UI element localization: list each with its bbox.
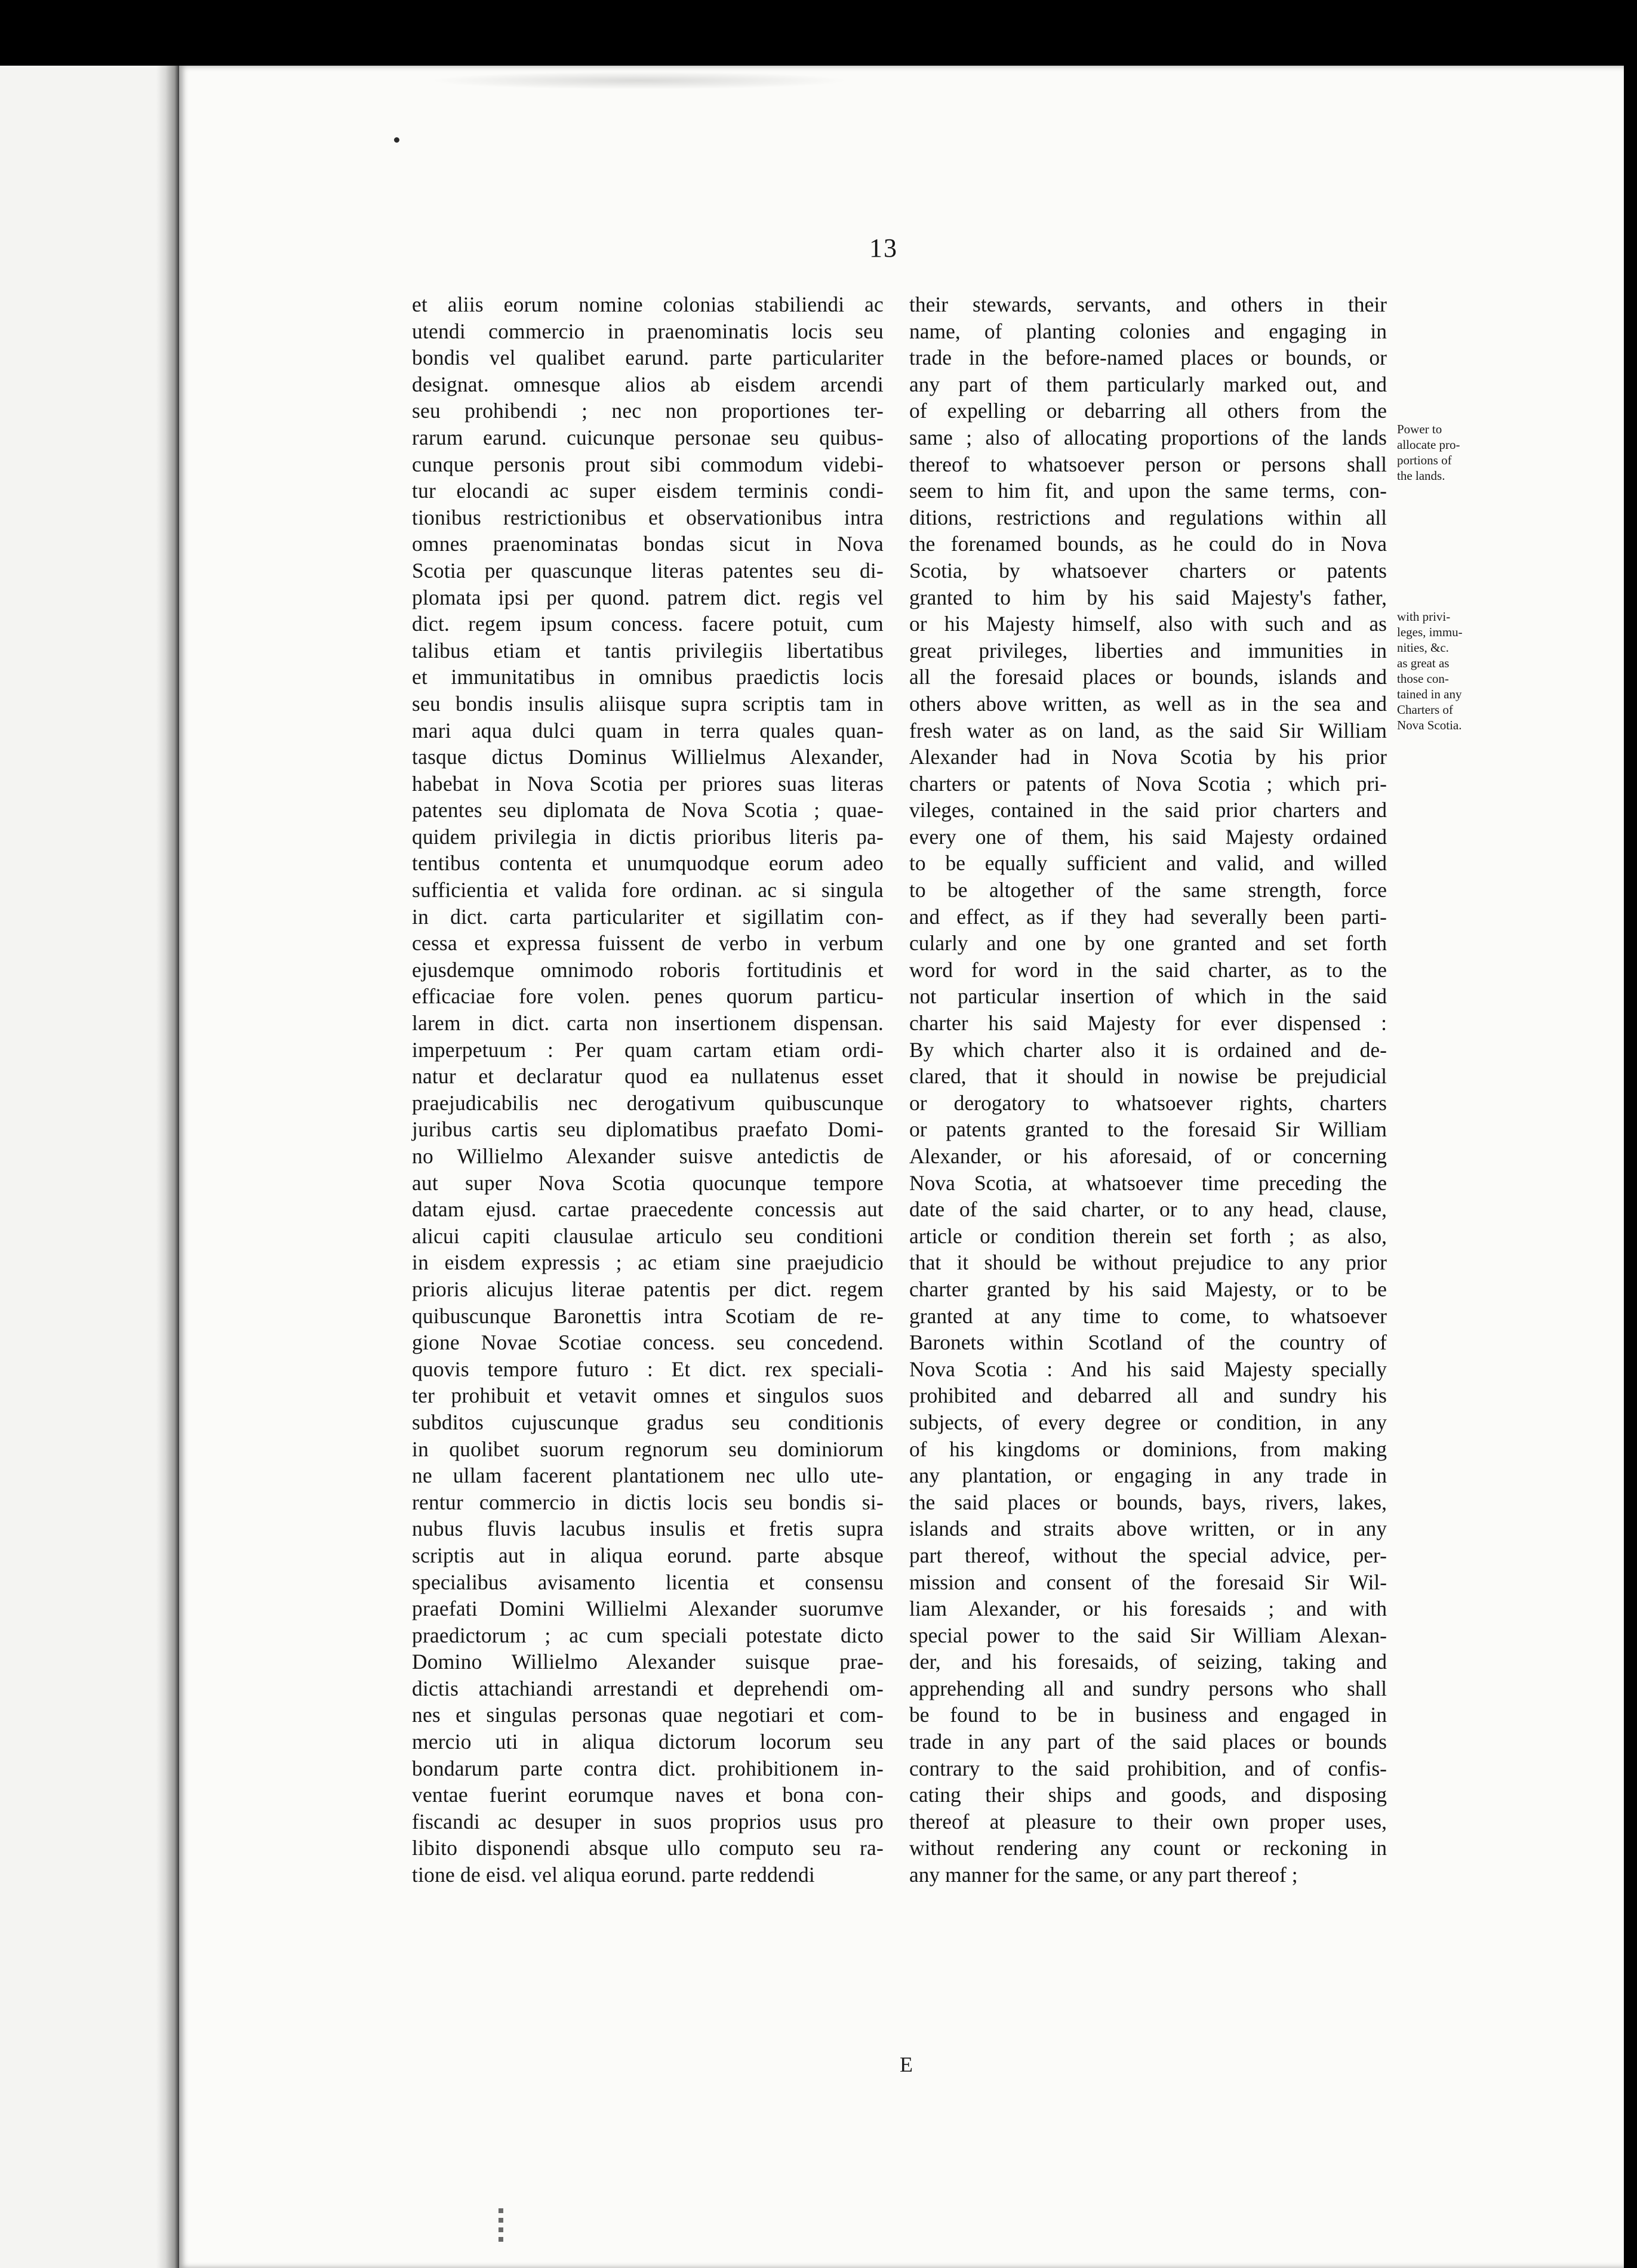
text-line: quibuscunque Baronettis intra Scotiam de re-	[412, 1304, 884, 1328]
text-line: rarum earund. cuicunque personae seu quibus-	[412, 425, 884, 449]
text-line: der, and his foresaids, of seizing, taking and	[909, 1650, 1387, 1674]
text-line: ter prohibuit et vetavit omnes et singulos suos	[412, 1383, 884, 1408]
text-line: thereof to whatsoever person or persons shall	[909, 452, 1387, 476]
text-line: article or condition therein set forth ; as also,	[909, 1224, 1387, 1248]
margin-note-line: portions of	[1397, 453, 1452, 467]
text-line: habebat in Nova Scotia per priores suas literas	[412, 771, 884, 796]
text-line: any plantation, or engaging in any trade in	[909, 1463, 1387, 1488]
text-line: plomata ipsi per quond. patrem dict. regis vel	[412, 585, 884, 609]
text-line: same ; also of allocating proportions of the lands	[909, 425, 1387, 449]
text-line: juribus cartis seu diplomatibus praefato Domi-	[412, 1117, 884, 1142]
page-gutter-shadow	[156, 66, 179, 2268]
text-line: contrary to the said prohibition, and of confis-	[909, 1756, 1387, 1780]
text-line: every one of them, his said Majesty ordained	[909, 824, 1387, 849]
margin-note-line: those con-	[1397, 671, 1449, 686]
text-line: of his kingdoms or dominions, from making	[909, 1437, 1387, 1461]
margin-note-privileges	[1397, 609, 1504, 733]
text-line: tasque dictus Dominus Willielmus Alexander,	[412, 745, 884, 769]
text-line: et immunitatibus in omnibus praedictis locis	[412, 665, 884, 689]
text-line: special power to the said Sir William Alexan-	[909, 1623, 1387, 1647]
text-line: without rendering any count or reckoning in	[909, 1836, 1387, 1860]
text-line: no Willielmo Alexander suisve antedictis de	[412, 1144, 884, 1168]
text-line: vileges, contained in the said prior charters and	[909, 798, 1387, 822]
text-line: natur et declaratur quod ea nullatenus esset	[412, 1064, 884, 1089]
text-line: bondarum parte contra dict. prohibitionem in-	[412, 1756, 884, 1780]
text-line: et aliis eorum nomine colonias stabiliendi ac	[412, 292, 884, 316]
text-line: tur elocandi ac super eisdem terminis condi-	[412, 479, 884, 503]
text-line: omnes praenominatas bondas sicut in Nova	[412, 532, 884, 556]
text-line: name, of planting colonies and engaging in	[909, 319, 1387, 343]
text-line: mission and consent of the foresaid Sir Wil-	[909, 1570, 1387, 1594]
text-line: mari aqua dulci quam in terra quales quan-	[412, 718, 884, 742]
text-line: date of the said charter, or to any head, clause,	[909, 1197, 1387, 1222]
text-line: imperpetuum : Per quam cartam etiam ordi-	[412, 1037, 884, 1062]
text-line: utendi commercio in praenominatis locis seu	[412, 319, 884, 343]
margin-note-line: Nova Scotia.	[1397, 718, 1462, 732]
text-line: prohibited and debarred all and sundry his	[909, 1383, 1387, 1408]
text-line: not particular insertion of which in the said	[909, 984, 1387, 1009]
ink-dot	[394, 137, 399, 143]
text-line: scriptis aut in aliqua eorund. parte absque	[412, 1543, 884, 1567]
text-line: alicui capiti clausulae articulo seu conditioni	[412, 1224, 884, 1248]
text-line: Alexander had in Nova Scotia by his prior	[909, 745, 1387, 769]
text-line: aut super Nova Scotia quocunque tempore	[412, 1170, 884, 1195]
text-line: fresh water as on land, as the said Sir William	[909, 718, 1387, 742]
text-line: word for word in the said charter, as to the	[909, 957, 1387, 982]
text-line: subditos cujuscunque gradus seu conditionis	[412, 1410, 884, 1434]
text-line: in dict. carta particulariter et sigillatim con-	[412, 904, 884, 929]
text-line: ejusdemque omnimodo roboris fortitudinis et	[412, 957, 884, 982]
text-line: others above written, as well as in the sea and	[909, 691, 1387, 716]
text-line: praefati Domini Willielmi Alexander suorumve	[412, 1597, 884, 1621]
text-line: seu bondis insulis aliisque supra scriptis tam in	[412, 691, 884, 716]
text-line: to be equally sufficient and valid, and willed	[909, 851, 1387, 876]
text-line: dict. regem ipsum concess. facere potuit, cum	[412, 612, 884, 636]
margin-note-line: allocate pro-	[1397, 437, 1460, 452]
text-line: dictis attachiandi arrestandi et deprehendi om-	[412, 1676, 884, 1700]
text-line: granted to him by his said Majesty's father,	[909, 585, 1387, 609]
text-line: tione de eisd. vel aliqua eorund. parte reddendi	[412, 1863, 815, 1887]
page-smudge	[430, 72, 848, 90]
text-line: trade in any part of the said places or bounds	[909, 1730, 1387, 1754]
text-line: clared, that it should in nowise be prejudicial	[909, 1064, 1387, 1089]
text-line: charters or patents of Nova Scotia ; which pri-	[909, 771, 1387, 796]
text-line: praedictorum ; ac cum speciali potestate dicto	[412, 1623, 884, 1647]
text-line: any manner for the same, or any part thereof ;	[909, 1863, 1298, 1887]
text-line: granted at any time to come, to whatsoever	[909, 1304, 1387, 1328]
english-text-column	[909, 291, 1387, 1888]
text-line: nubus fluvis lacubus insulis et fretis supra	[412, 1517, 884, 1541]
text-line: or patents granted to the foresaid Sir William	[909, 1117, 1387, 1142]
text-line: the forenamed bounds, as he could do in Nova	[909, 532, 1387, 556]
text-line: part thereof, without the special advice, per-	[909, 1543, 1387, 1567]
text-line: cunque personis prout sibi commodum videbi-	[412, 452, 884, 476]
text-line: Nova Scotia : And his said Majesty specially	[909, 1357, 1387, 1381]
margin-note-line: the lands.	[1397, 469, 1445, 483]
text-line: in eisdem expressis ; ac etiam sine praejudicio	[412, 1250, 884, 1275]
text-line: ventae fuerint eorumque naves et bona con-	[412, 1783, 884, 1807]
text-line: to be altogether of the same strength, force	[909, 878, 1387, 902]
margin-note-line: Power to	[1397, 422, 1442, 436]
text-line: charter his said Majesty for ever dispensed :	[909, 1011, 1387, 1036]
text-line: datam ejusd. cartae praecedente concessis aut	[412, 1197, 884, 1222]
text-line: Scotia, by whatsoever charters or patents	[909, 558, 1387, 583]
text-line: gione Novae Scotiae concess. seu concedend.	[412, 1330, 884, 1355]
text-line: islands and straits above written, or in any	[909, 1517, 1387, 1541]
text-line: seem to him fit, and upon the same terms, con-	[909, 479, 1387, 503]
text-line: specialibus avisamento licentia et consensu	[412, 1570, 884, 1594]
text-line: patentes seu diplomata de Nova Scotia ; quae-	[412, 798, 884, 822]
text-line: subjects, of every degree or condition, in any	[909, 1410, 1387, 1434]
text-line: Baronets within Scotland of the country of	[909, 1330, 1387, 1355]
text-line: quovis tempore futuro : Et dict. rex speciali-	[412, 1357, 884, 1381]
text-line: seu prohibendi ; nec non proportiones ter-	[412, 399, 884, 423]
text-line: the said places or bounds, bays, rivers, lakes,	[909, 1490, 1387, 1514]
text-line: tionibus restrictionibus et observationibus intra	[412, 505, 884, 529]
text-line: cating their ships and goods, and disposing	[909, 1783, 1387, 1807]
text-line: quidem privilegia in dictis prioribus literis pa-	[412, 824, 884, 849]
text-line: their stewards, servants, and others in their	[909, 292, 1387, 316]
text-line: By which charter also it is ordained and de-	[909, 1037, 1387, 1062]
text-line: apprehending all and sundry persons who shall	[909, 1676, 1387, 1700]
text-line: Domino Willielmo Alexander suisque prae-	[412, 1650, 884, 1674]
text-line: larem in dict. carta non insertionem dispensan.	[412, 1011, 884, 1036]
text-line: or derogatory to whatsoever rights, charters	[909, 1090, 1387, 1115]
text-line: praejudicabilis nec derogativum quibuscunque	[412, 1090, 884, 1115]
text-line: charter granted by his said Majesty, or to be	[909, 1277, 1387, 1301]
text-line: cularly and one by one granted and set forth	[909, 931, 1387, 956]
signature-mark: E	[900, 2053, 913, 2076]
text-line: ditions, restrictions and regulations within all	[909, 505, 1387, 529]
text-line: or his Majesty himself, also with such and as	[909, 612, 1387, 636]
text-line: nes et singulas personas quae negotiari et com-	[412, 1703, 884, 1727]
text-line: Nova Scotia, at whatsoever time preceding the	[909, 1170, 1387, 1195]
latin-text-column	[412, 291, 884, 1888]
text-line: designat. omnesque alios ab eisdem arcendi	[412, 372, 884, 396]
text-line: and effect, as if they had severally been parti-	[909, 904, 1387, 929]
margin-note-line: nities, &c.	[1397, 640, 1449, 655]
scan-artifact	[499, 2208, 503, 2244]
text-line: thereof at pleasure to their own proper uses,	[909, 1809, 1387, 1833]
margin-note-line: Charters of	[1397, 702, 1453, 717]
text-line: Alexander, or his aforesaid, of or concerning	[909, 1144, 1387, 1168]
text-line: libito disponendi absque ullo computo seu ra-	[412, 1836, 884, 1860]
text-line: ne ullam facerent plantationem nec ullo ute-	[412, 1463, 884, 1488]
text-line: talibus etiam et tantis privilegiis libertatibus	[412, 638, 884, 662]
text-line: liam Alexander, or his foresaids ; and with	[909, 1597, 1387, 1621]
text-line: bondis vel qualibet earund. parte particulariter	[412, 346, 884, 370]
text-line: great privileges, liberties and immunities in	[909, 638, 1387, 662]
text-line: Scotia per quascunque literas patentes seu di-	[412, 558, 884, 583]
text-line: efficaciae fore volen. penes quorum particu-	[412, 984, 884, 1009]
text-line: in quolibet suorum regnorum seu dominiorum	[412, 1437, 884, 1461]
page-number: 13	[869, 233, 898, 263]
text-line: all the foresaid places or bounds, islands and	[909, 665, 1387, 689]
facing-page-edge	[0, 66, 179, 2268]
margin-note-power-to-allocate	[1397, 421, 1504, 483]
text-line: be found to be in business and engaged in	[909, 1703, 1387, 1727]
text-line: tentibus contenta et unumquodque eorum adeo	[412, 851, 884, 876]
margin-note-line: tained in any	[1397, 687, 1462, 701]
text-line: that it should be without prejudice to any prior	[909, 1250, 1387, 1275]
text-line: sufficientia et valida fore ordinan. ac si singula	[412, 878, 884, 902]
text-line: prioris alicujus literae patentis per dict. regem	[412, 1277, 884, 1301]
book-page	[179, 66, 1624, 2268]
text-line: any part of them particularly marked out, and	[909, 372, 1387, 396]
text-line: cessa et expressa fuissent de verbo in verbum	[412, 931, 884, 956]
text-line: of expelling or debarring all others from the	[909, 399, 1387, 423]
text-line: trade in the before-named places or bounds, or	[909, 346, 1387, 370]
text-line: fiscandi ac desuper in suos proprios usus pro	[412, 1809, 884, 1833]
margin-note-line: as great as	[1397, 656, 1450, 670]
margin-note-line: with privi-	[1397, 609, 1451, 624]
text-line: rentur commercio in dictis locis seu bondis si-	[412, 1490, 884, 1514]
margin-note-line: leges, immu-	[1397, 625, 1463, 639]
text-line: mercio uti in aliqua dictorum locorum seu	[412, 1730, 884, 1754]
